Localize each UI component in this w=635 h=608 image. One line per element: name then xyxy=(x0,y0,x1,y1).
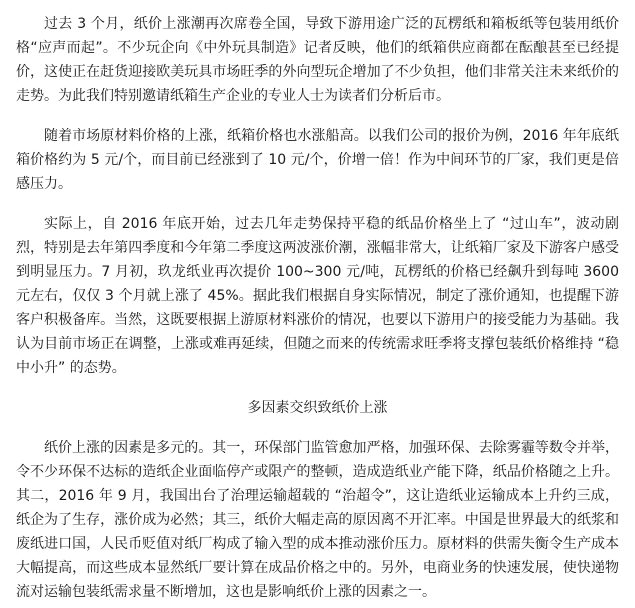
section-paragraph: 纸价上涨的因素是多元的。其一，环保部门监管愈加严格，加强环保、去除雾霾等数令并举，令不少环保不达标的造纸企业面临停产或限产的整顿，造成造纸业产能下降，纸品价格随之上升。其二，2016 年 9 月，我国出台了治理运输超载的 “治超令”，这让造纸业运输成本上升约三成，纸企为了生存，涨价成为必然；其三，纸价大幅走高的原因离不开汇率。中国是世界最大的纸浆和废纸进口国，人民币贬值对纸厂构成了输入型的成本推动涨价压力。原材料的供需失衡令生产成本大幅提高，而这些成本显然纸厂要计算在成品价格之中的。另外，电商业务的快速发展，使快递物流对运输包装纸需求量不断增加，这也是影响纸价上涨的因素之一。 xyxy=(16,440,619,600)
paragraph-spacer xyxy=(16,380,619,396)
section-heading: 多因素交织致纸价上涨 xyxy=(247,400,388,416)
article-paragraph-3: 实际上，自 2016 年底开始，过去几年走势保持平稳的纸品价格坐上了 “过山车”，波动剧烈，特别是去年第四季度和今年第二季度这两波涨价潮，涨幅非常大，让纸箱厂家及下游客户感受到明显压力。7 月初，玖龙纸业再次提价 100~300 元/吨，瓦楞纸的价格已经飙升到每吨 3600 元左右，仅仅 3 个月就上涨了 45%。据此我们根据自身实际情况，制定了涨价通知，也提醒下游客户积极备库。当然，这既要根据上游原材料涨价的情况，也要以下游用户的接受能力为基础。我认为目前市场正在调整，上涨或难再延续，但随之而来的传统需求旺季将支撑包装纸价格维持 “稳中小升” 的态势。 xyxy=(16,216,619,376)
article-paragraph-1: 过去 3 个月，纸价上涨潮再次席卷全国，导致下游用途广泛的瓦楞纸和箱板纸等包装用纸价格“应声而起”。不少玩企向《中外玩具制造》记者反映，他们的纸箱供应商都在酝酿甚至已经提价，这使正在赶货迎接欧美玩具市场旺季的外向型玩企增加了不少负担，他们非常关注未来纸价的走势。为此我们特别邀请纸箱生产企业的专业人士为读者们分析后市。 xyxy=(16,16,619,104)
paragraph-spacer xyxy=(16,108,619,124)
paragraph-spacer xyxy=(16,420,619,436)
article-paragraph-2: 随着市场原材料价格的上涨，纸箱价格也水涨船高。以我们公司的报价为例，2016 年年底纸箱价格约为 5 元/个，而目前已经涨到了 10 元/个，价增一倍！作为中间环节的厂家，我们更是倍感压力。 xyxy=(16,128,619,192)
paragraph-spacer xyxy=(16,196,619,212)
